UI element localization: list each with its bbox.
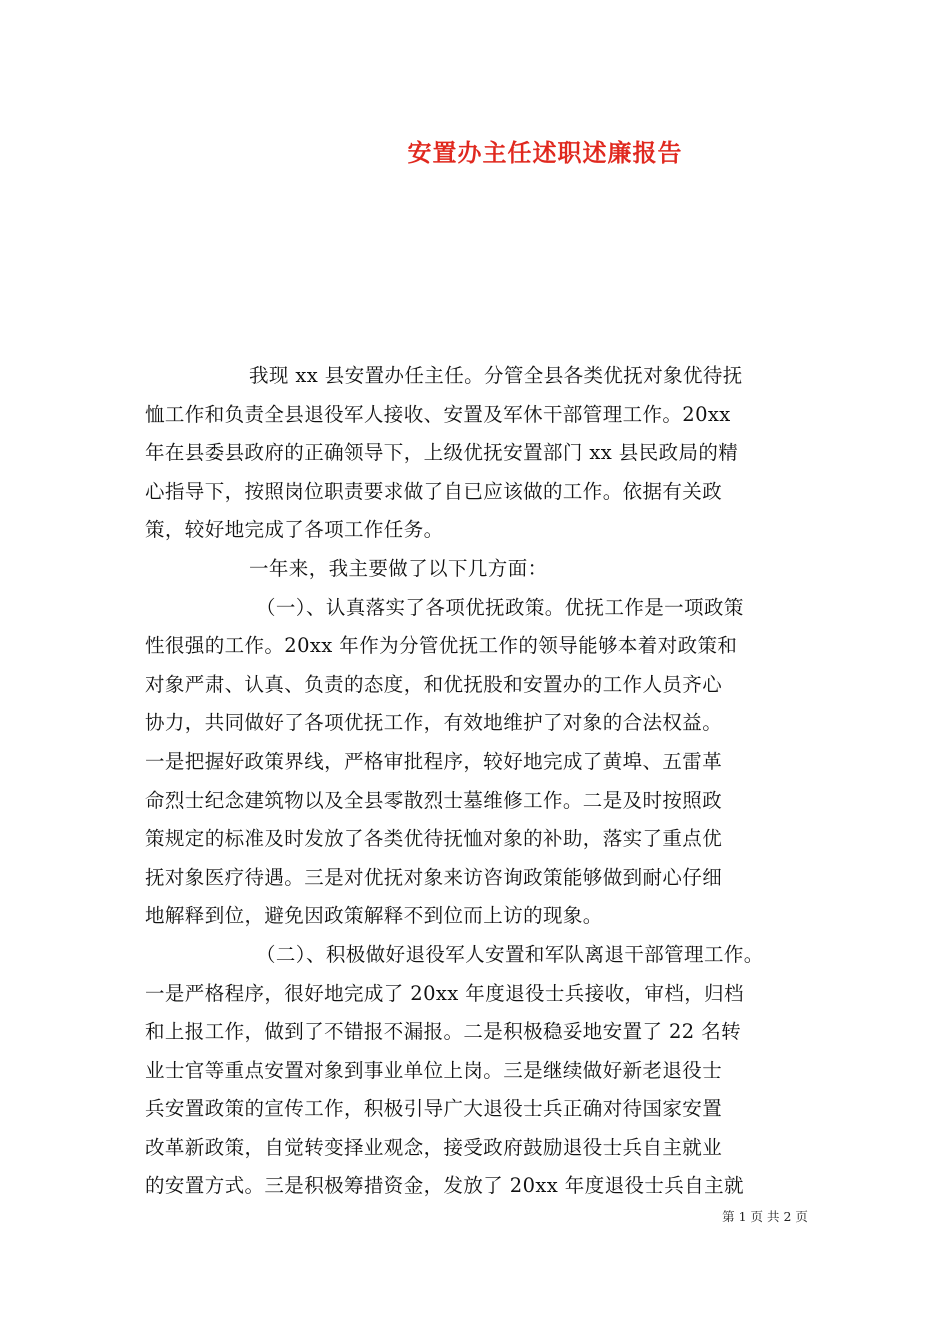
body-line: 协力，共同做好了各项优抚工作，有效地维护了对象的合法权益。 <box>145 711 723 735</box>
body-line: 业士官等重点安置对象到事业单位上岗。三是继续做好新老退役士 <box>145 1058 723 1082</box>
body-line: 一是把握好政策界线，严格审批程序，较好地完成了黄埠、五雷革 <box>145 749 723 773</box>
body-line: （二）、积极做好退役军人安置和军队离退干部管理工作。 <box>256 942 764 966</box>
body-line: 性很强的工作。20xx 年作为分管优抚工作的领导能够本着对政策和 <box>145 634 738 658</box>
body-line: 恤工作和负责全县退役军人接收、安置及军休干部管理工作。20xx <box>145 402 731 426</box>
document-title: 安置办主任述职述廉报告 <box>407 138 683 167</box>
body-line: 我现 xx 县安置办任主任。分管全县各类优抚对象优待抚 <box>249 364 743 387</box>
body-line: 和上报工作，做到了不错报不漏报。二是积极稳妥地安置了 22 名转 <box>145 1020 742 1044</box>
body-line: 一是严格程序，很好地完成了 20xx 年度退役士兵接收，审档，归档 <box>145 981 744 1005</box>
page-number: 第 1 页 共 2 页 <box>722 1209 808 1224</box>
body-line: 策，较好地完成了各项工作任务。 <box>145 518 444 542</box>
body-line: 一年来，我主要做了以下几方面： <box>249 556 548 580</box>
body-line: 改革新政策，自觉转变择业观念，接受政府鼓励退役士兵自主就业 <box>145 1135 723 1159</box>
body-line: 年在县委县政府的正确领导下，上级优抚安置部门 xx 县民政局的精 <box>145 441 739 465</box>
body-line: 对象严肃、认真、负责的态度，和优抚股和安置办的工作人员齐心 <box>145 672 723 696</box>
body-line: 的安置方式。三是积极筹措资金，发放了 20xx 年度退役士兵自主就 <box>145 1174 744 1198</box>
body-line: （一）、认真落实了各项优抚政策。优抚工作是一项政策 <box>256 595 744 619</box>
body-line: 地解释到位，避免因政策解释不到位而上访的现象。 <box>145 904 603 928</box>
document-body <box>145 357 815 1206</box>
body-line: 命烈士纪念建筑物以及全县零散烈士墓维修工作。二是及时按照政 <box>145 788 723 812</box>
body-line: 心指导下，按照岗位职责要求做了自已应该做的工作。依据有关政 <box>145 479 723 503</box>
body-line: 策规定的标准及时发放了各类优待抚恤对象的补助，落实了重点优 <box>145 827 723 851</box>
body-line: 抚对象医疗待遇。三是对优抚对象来访咨询政策能够做到耐心仔细 <box>145 865 723 889</box>
body-line: 兵安置政策的宣传工作，积极引导广大退役士兵正确对待国家安置 <box>145 1097 723 1121</box>
